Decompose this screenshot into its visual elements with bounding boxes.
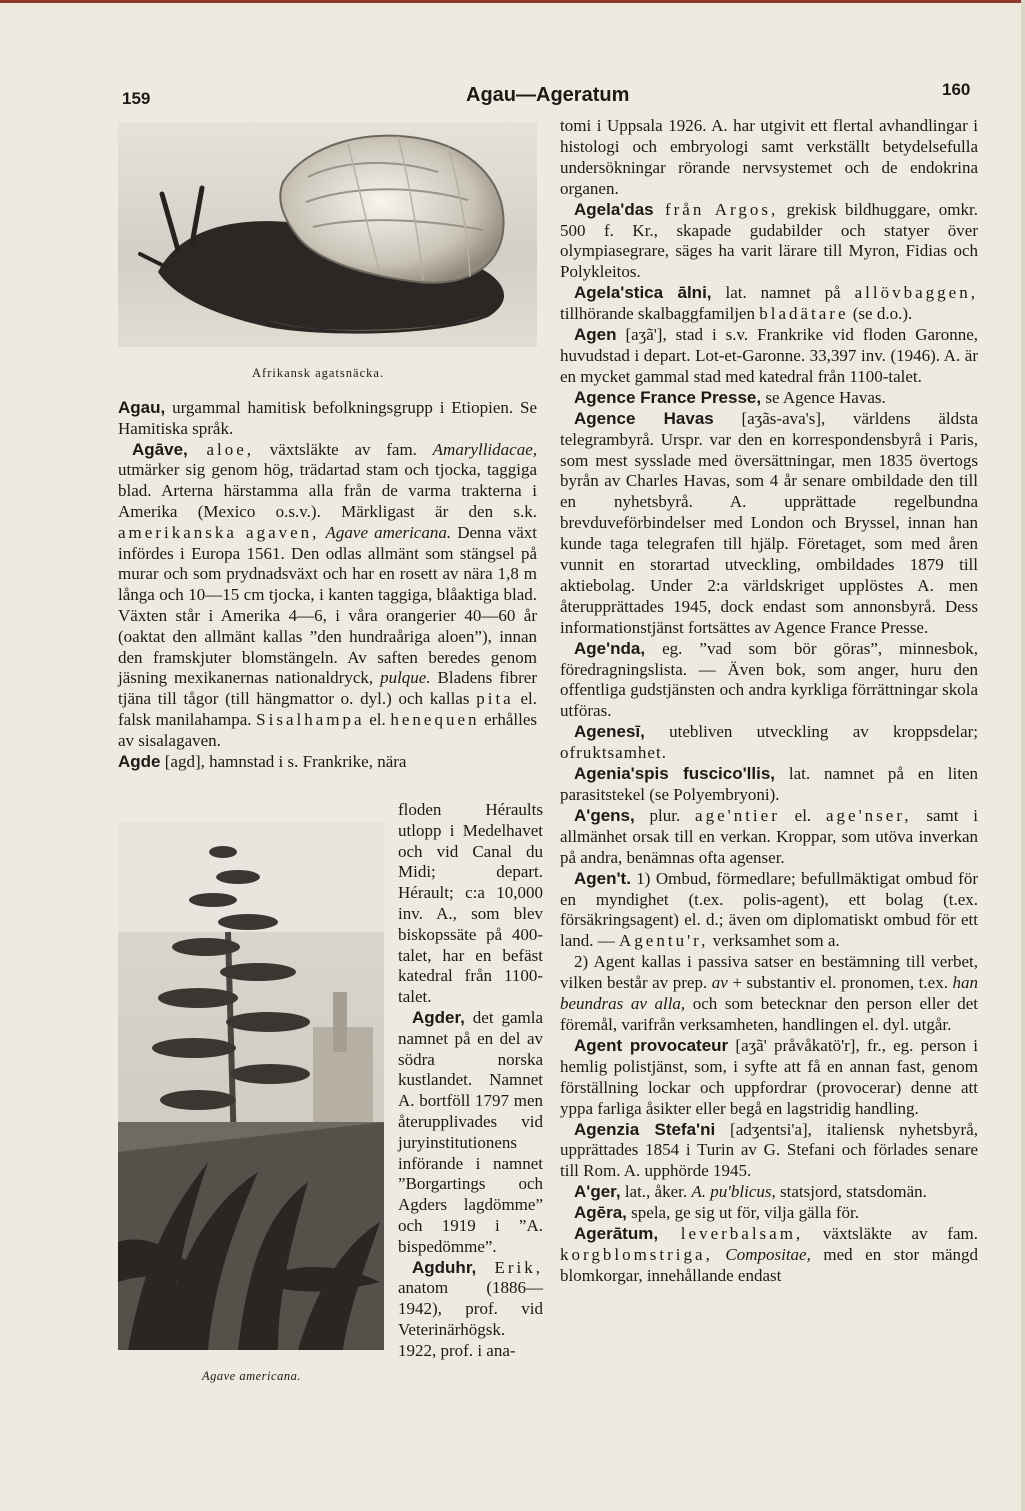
spaced-term: age'nser, [826, 805, 912, 825]
headword-agenzia-stefani: Agenzia Stefa'ni [574, 1119, 716, 1139]
headword-agent: Agen't. [574, 868, 631, 888]
spaced-term: Sisalhampa [256, 709, 365, 729]
narrow-column [398, 800, 543, 1362]
entry-text: [agd], hamnstad i s. Frankrike, nära [160, 751, 407, 771]
entry-text: el. [779, 805, 826, 825]
italic-term: A. pu'blicus, [691, 1182, 776, 1202]
entry-text: (se d.o.). [848, 304, 913, 324]
spaced-term: henequen [390, 709, 480, 729]
italic-term: Compositae, [725, 1244, 811, 1264]
headword-agave: Agāve, [132, 439, 188, 459]
spaced-term: allövbaggen, [854, 283, 978, 303]
spaced-term: aloe, [187, 439, 255, 459]
spaced-term: Agentu'r, [619, 931, 709, 951]
page-top-edge [0, 0, 1025, 3]
entry-text: 1) Ombud, förmedlare; befullmäktigat ombud för en myndighet (t.ex. polis-agent), ett bolag (t.ex. försäkringsagent) el. d.; även om diplomatiskt ombud för ett land. — [560, 868, 978, 951]
headword-agence-france-presse: Agence France Presse, [574, 387, 762, 407]
headword-agence-havas: Agence Havas [574, 408, 714, 428]
entry-agera [560, 1203, 978, 1224]
entry-text: [aʒã'], stad i s.v. Frankrike vid floden Garonne, huvudstad i depart. Lot-et-Garonne. 33,397 inv. (1946). A. är en mycket gammal stad med katedral från 1100-talet. [560, 325, 978, 386]
snail-caption: Afrikansk agatsnäcka. [252, 366, 385, 380]
entry-text: lat. namnet på en liten parasitstekel (se Polyembryoni). [560, 764, 978, 804]
entry-agent-2 [560, 952, 978, 1036]
italic-term: Agave americana. [325, 522, 452, 542]
headword-agelastica: Agela'stica ālni, [574, 283, 712, 303]
spaced-term: pita [476, 689, 514, 709]
agave-caption [202, 1369, 301, 1384]
entry-text: utmärker sig genom hög, trädartad stam och tjocka, taggiga blad. Arterna härstamma alla från de varma trakterna i Amerika (Mexico o.s.v.). Märkligast är den s.k. [118, 460, 537, 521]
entry-agder [398, 1008, 543, 1258]
left-column [118, 398, 537, 772]
entry-text: [adʒentsi'a], italiensk nyhetsbyrå, upprättades 1854 i Turin av G. Stefani och förlades senare till Rom. A. upphörde 1945. [560, 1119, 978, 1181]
spaced-term: age'ntier [695, 805, 780, 825]
headword-agde: Agde [118, 751, 161, 771]
entry-agde-cont: floden Héraults utlopp i Medelhavet och vid Canal du Midi; depart. Hérault; c:a 10,000 inv. A., som blev biskopssäte på 400-talet, har en befäst katedral från 1100-talet. [398, 800, 543, 1007]
agave-illustration [118, 822, 384, 1350]
entry-ager [560, 1182, 978, 1203]
entry-agent-provocateur [560, 1036, 978, 1120]
entry-text: [aʒãs-ava's], världens äldsta telegrambyrå. Urspr. var den en korrespondensbyrå i Paris, som mest sysslade med översättningar, men 1835 övertogs byrån av Charles Havas, som 4 år senare ombildade den till en nyhetsbyrå. A. upprättade regelbundna brevduveförbindelser med London och Bryssel, innan han kunde taga telegrafen till hjälp. Företaget, som med åren vunnit en storartad utveckling, ombildades 1879 till aktiebolag. Under 2:a världskriget upplöstes A. men återupprättades 1945, dock endast som annonsbyrå. Dess informationstjänst fortsättes av Agence France Presse. [560, 408, 978, 637]
entry-agens [560, 806, 978, 869]
entry-agau [118, 398, 537, 440]
snail-photo [118, 122, 537, 347]
spaced-term: amerikanska agaven, [118, 522, 320, 542]
headword-agduhr: Agduhr, [412, 1257, 477, 1277]
entry-agence-france-presse [560, 388, 978, 409]
spaced-term: leverbalsam, [658, 1224, 804, 1244]
entry-agduhr [398, 1258, 543, 1362]
entry-text: urgammal hamitisk befolkningsgrupp i Etiopien. Se Hamitiska språk. [118, 398, 537, 438]
headword-agens: A'gens, [574, 805, 635, 825]
italic-term: pulque. [380, 668, 431, 688]
entry-text: 2) Agent kallas i passiva satser en bestämning till verbet, vilken består av prep. [560, 952, 978, 993]
spaced-term: korgblomstriga, [560, 1244, 713, 1264]
page-right-edge [1021, 0, 1025, 1511]
spaced-term: från Argos, [653, 199, 779, 219]
entry-text: samt i allmänhet orsak till en verkan. Kroppar, som utöva inverkan på andra, benämnas ofta agenser. [560, 805, 978, 867]
headword-agent-provocateur: Agent provocateur [574, 1035, 729, 1055]
entry-ageladas [560, 200, 978, 284]
entry-text: statsjord, statsdomän. [775, 1182, 927, 1202]
entry-text: eg. ”vad som bör göras”, minnesbok, föredragningslista. — Även bok, som anger, huru den offentliga gudstjänsten och andra kyrkliga förrättningar skola utföras. [560, 638, 978, 721]
entry-text: plur. [634, 805, 696, 825]
entry-text: utebliven utveckling av kroppsdelar; [644, 722, 978, 742]
entry-text: + substantiv el. pronomen, t.ex. [727, 973, 953, 993]
italic-term: Amaryllidacae, [432, 439, 537, 459]
entry-ageniaspis [560, 764, 978, 806]
headword-agera: Agēra, [574, 1203, 627, 1223]
entry-text: lat., åker. [620, 1182, 692, 1202]
spaced-term: bladätare [759, 304, 849, 324]
entry-text: det gamla namnet på en del av södra norska kustlandet. Namnet A. bortföll 1797 men återupplivades vid juryinstitutionens införande i namnet ”Borgartings och Agders lagdömme” och 1919 i ”A. bispedömme”. [398, 1007, 543, 1256]
headword-ageladas: Agela'das [574, 199, 654, 219]
spaced-term: ofruktsamhet. [560, 743, 667, 763]
entry-text: och som betecknar den person eller det föremål, varifrån verksamheten, handlingen el. dyl. utgår. [560, 994, 978, 1034]
entry-agelastica [560, 283, 978, 325]
entry-text: med en stor mängd blomkorgar, innehållande endast [560, 1244, 979, 1285]
entry-agence-havas [560, 409, 978, 639]
entry-text [713, 1245, 726, 1264]
right-column [560, 116, 978, 1287]
entry-agde [118, 752, 537, 773]
entry-text: el. falsk manilahampa. [118, 689, 537, 729]
entry-agenda [560, 639, 978, 723]
entry-text: Denna växt infördes i Europa 1561. Den odlas allmänt som stängsel på murar och som prydnadsväxt och har en rosett av nära 1,8 m långa och 10—15 cm tjocka, i kanten taggiga, blåaktiga blad. Växten står i Amerika 4—6, i våra orangerier 40—60 år (oaktat den allmänt kallas ”den hundraåriga aloen”), innan den framskjuter blomstängeln. Av saften beredes genom jäsning mexikanernas nationaldryck, [118, 522, 537, 688]
entry-text: spela, ge sig ut för, vilja gälla för. [626, 1203, 859, 1223]
entry-agave [118, 440, 537, 752]
page-number-right: 160 [942, 80, 971, 99]
entry-agen [560, 325, 978, 388]
entry-text: växtsläkte av fam. [803, 1224, 978, 1244]
snail-illustration [118, 122, 537, 347]
entry-text: tillhörande skalbaggfamiljen [560, 304, 760, 324]
entry-text: se Agence Havas. [761, 387, 886, 407]
agave-photo [118, 822, 384, 1350]
entry-text: lat. namnet på [711, 283, 855, 303]
entry-agenzia-stefani [560, 1120, 978, 1183]
headword-ager: A'ger, [574, 1182, 621, 1202]
entry-text: erhålles av sisalagaven. [118, 709, 537, 750]
headword-agenda: Age'nda, [574, 638, 646, 658]
italic-term: han beundras av alla, [560, 973, 978, 1014]
entry-text: anatom (1886—1942), prof. vid Veterinärhögsk. 1922, prof. i ana- [398, 1278, 543, 1360]
entry-agenesi [560, 722, 978, 764]
entry-agent [560, 869, 978, 953]
page-number-left: 159 [122, 89, 151, 108]
italic-term: av [711, 973, 728, 993]
spaced-term: Erik, [476, 1257, 543, 1277]
headword-agen: Agen [574, 325, 617, 345]
entry-text: växtsläkte av fam. [254, 439, 433, 459]
headword-agder: Agder, [412, 1007, 465, 1027]
entry-text: Bladens fibrer tjäna till tågor (till hängmattor o. dyl.) och kallas [118, 668, 537, 709]
entry-text: [aʒã' pråvåkatö'r], fr., eg. person i hemlig polistjänst, som, i syfte att få en annan fast, genom förställning lockar och uppfordrar (provocerar) denne att yppa farliga åsikter eller begå en lagstridig handling. [560, 1035, 978, 1118]
page-title: Agau—Ageratum [466, 84, 630, 106]
entry-ageratum [560, 1224, 978, 1287]
agave-caption-text: Agave americana. [202, 1369, 301, 1383]
headword-agenesi: Agenesī, [574, 722, 645, 742]
entry-agduhr-cont: tomi i Uppsala 1926. A. har utgivit ett flertal avhandlingar i histologi och embryologi samt verkställt betydelsefulla undersökningar rörande nervsystemet och de endokrina organen. [560, 116, 978, 198]
entry-text: grekisk bildhuggare, omkr. 500 f. Kr., skapade gudabilder och statyer över olympiasegrare, säges ha varit lärare till Myron, Fidias och Polykleitos. [560, 199, 978, 282]
headword-agau: Agau, [118, 398, 166, 417]
headword-ageratum: Agerātum, [574, 1224, 659, 1244]
entry-text: verksamhet som a. [708, 931, 840, 951]
entry-text: el. [364, 709, 391, 729]
headword-ageniaspis: Agenia'spis fuscico'llis, [574, 764, 775, 784]
